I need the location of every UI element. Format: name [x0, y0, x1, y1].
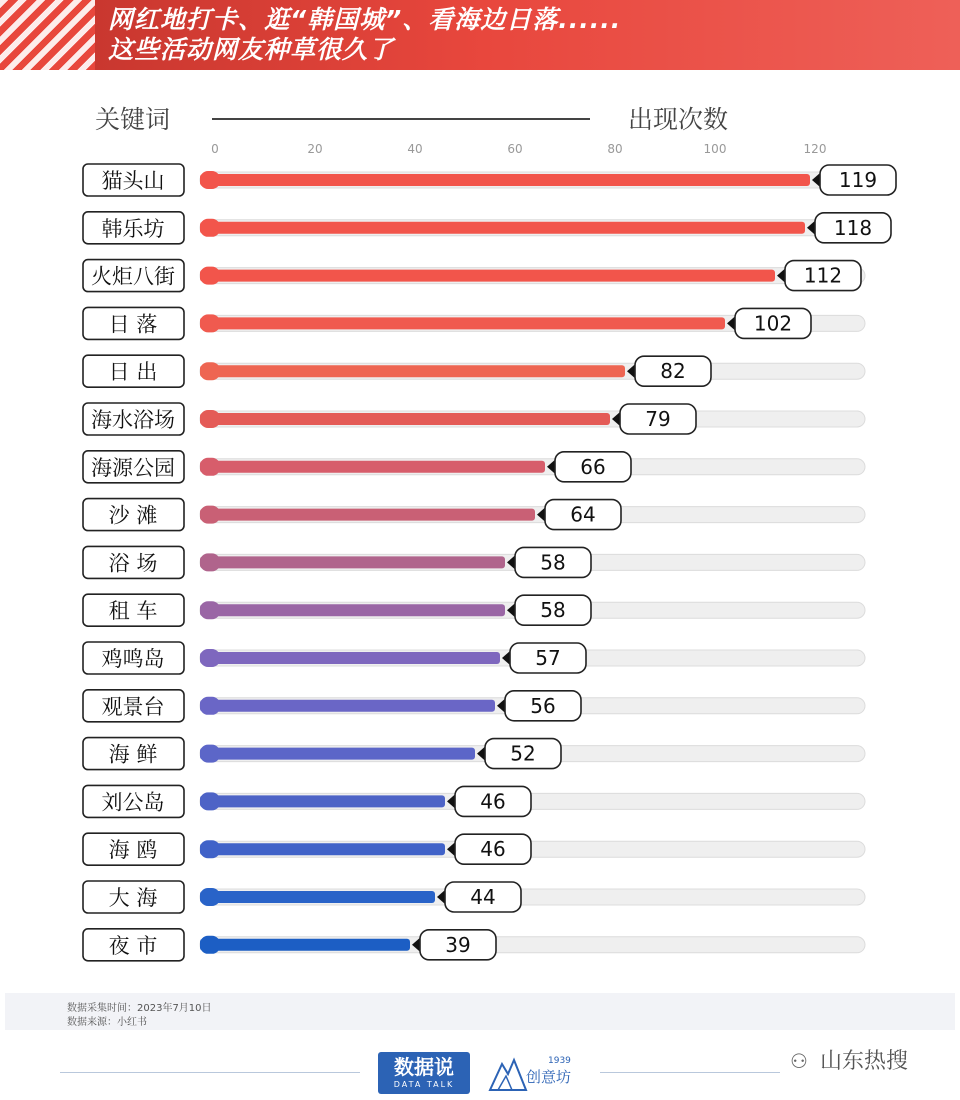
keyword-label: 刘公岛 [101, 790, 165, 815]
bar [200, 556, 505, 568]
bar [200, 795, 445, 807]
footer-line-left [60, 1072, 360, 1073]
value-label: 56 [530, 693, 556, 718]
bar-row [83, 499, 865, 531]
watermark [790, 1044, 908, 1075]
bar-row [83, 260, 865, 292]
bar-cap [200, 649, 220, 667]
bar-cap [200, 458, 220, 476]
bar-row [83, 403, 865, 435]
keyword-label: 夜 市 [108, 933, 158, 958]
value-label: 82 [660, 359, 686, 384]
bar-cap [200, 840, 220, 858]
value-label: 79 [645, 407, 671, 431]
bar [200, 843, 445, 855]
bar-cap [200, 410, 220, 428]
bar-row [83, 164, 896, 196]
bar-row [83, 451, 865, 483]
bar-cap [200, 601, 220, 619]
keyword-label: 韩乐坊 [101, 216, 165, 241]
bar-cap [200, 936, 220, 954]
value-label: 52 [510, 741, 536, 766]
value-label: 44 [470, 885, 496, 909]
x-tick-label: 0 [211, 142, 219, 156]
bar [200, 652, 500, 664]
keyword-label: 大 海 [108, 886, 158, 910]
bar-cap [200, 697, 220, 715]
mountain-icon [488, 1056, 528, 1092]
bar-row [83, 355, 865, 387]
x-tick-label: 120 [803, 142, 827, 156]
value-label: 64 [570, 502, 596, 527]
value-label: 118 [833, 215, 873, 240]
bar-cap [200, 888, 220, 906]
footer-line-right [600, 1072, 780, 1073]
x-tick-label: 60 [507, 142, 523, 156]
keyword-label: 日 落 [108, 312, 158, 337]
keyword-label: 猫头山 [101, 169, 165, 193]
keyword-label: 观景台 [101, 694, 165, 719]
bar-row [83, 785, 865, 817]
count-column-heading: 出现次数 [628, 105, 729, 134]
keyword-label: 海 鸥 [108, 838, 158, 863]
keyword-label: 火炬八街 [91, 264, 175, 289]
bar-cap [200, 362, 220, 380]
collection-time: 数据采集时间：2023年7月10日 [67, 1003, 212, 1014]
bar-row [83, 690, 865, 722]
bar-cap [200, 314, 220, 332]
bar-row [83, 738, 865, 770]
bar-row [83, 833, 865, 865]
value-label: 57 [535, 646, 561, 670]
bar-cap [200, 219, 220, 237]
bar-cap [200, 171, 220, 189]
title-line-2: 这些活动网友种草很久了 [108, 35, 395, 64]
wechat-icon: ⚇ [790, 1049, 808, 1073]
keyword-label: 海 鲜 [108, 742, 158, 767]
bar [200, 891, 435, 903]
x-tick-label: 40 [407, 142, 423, 156]
title-line-1: 网红地打卡、逛“韩国城”、看海边日落...... [108, 5, 622, 34]
brand-logo [488, 1056, 588, 1092]
logo-sub-text: DATA TALK [393, 1080, 455, 1089]
bar-row [83, 929, 865, 961]
bar [200, 413, 610, 425]
bar-row [83, 307, 865, 339]
bar [200, 174, 810, 186]
value-label: 46 [480, 837, 506, 862]
keyword-label: 浴 场 [108, 551, 158, 576]
bar [200, 509, 535, 521]
x-tick-label: 100 [703, 142, 727, 156]
keyword-label: 海水浴场 [91, 408, 175, 432]
keyword-label: 海源公园 [91, 455, 175, 480]
value-label: 39 [445, 932, 471, 957]
value-label: 58 [540, 550, 566, 575]
value-label: 102 [753, 311, 793, 336]
bar-cap [200, 745, 220, 763]
x-tick-label: 20 [307, 142, 323, 156]
source-box [5, 993, 955, 1030]
keyword-label: 租 车 [108, 599, 158, 624]
bar [200, 317, 725, 329]
bar [200, 222, 805, 234]
bar [200, 700, 495, 712]
keyword-label: 日 出 [108, 360, 158, 385]
bar [200, 939, 410, 951]
brand-year: 1939 [548, 1056, 571, 1066]
bar-row [83, 881, 865, 913]
keyword-label: 沙 滩 [108, 503, 158, 528]
value-label: 112 [803, 263, 843, 288]
keyword-column-heading: 关键词 [95, 105, 171, 134]
bar-row [83, 546, 865, 578]
x-tick-label: 80 [607, 142, 623, 156]
bar-row [83, 212, 891, 244]
value-label: 66 [580, 454, 606, 479]
bar-cap [200, 553, 220, 571]
bar [200, 604, 505, 616]
watermark-text: 山东热搜 [820, 1049, 909, 1074]
data-source: 数据来源：小红书 [67, 1017, 147, 1028]
bar-row [83, 642, 865, 674]
brand-name: 创意坊 [526, 1068, 572, 1086]
bar [200, 270, 775, 282]
bar-row [83, 594, 865, 626]
data-talk-logo [378, 1052, 470, 1094]
value-label: 119 [838, 168, 878, 192]
bar-cap [200, 506, 220, 524]
bar [200, 365, 625, 377]
value-label: 46 [480, 789, 506, 814]
logo-main-text: 数据说 [394, 1055, 454, 1079]
bar-cap [200, 792, 220, 810]
bar [200, 748, 475, 760]
bar [200, 461, 545, 473]
bar-cap [200, 267, 220, 285]
value-label: 58 [540, 598, 566, 623]
keyword-label: 鸡鸣岛 [101, 647, 165, 671]
